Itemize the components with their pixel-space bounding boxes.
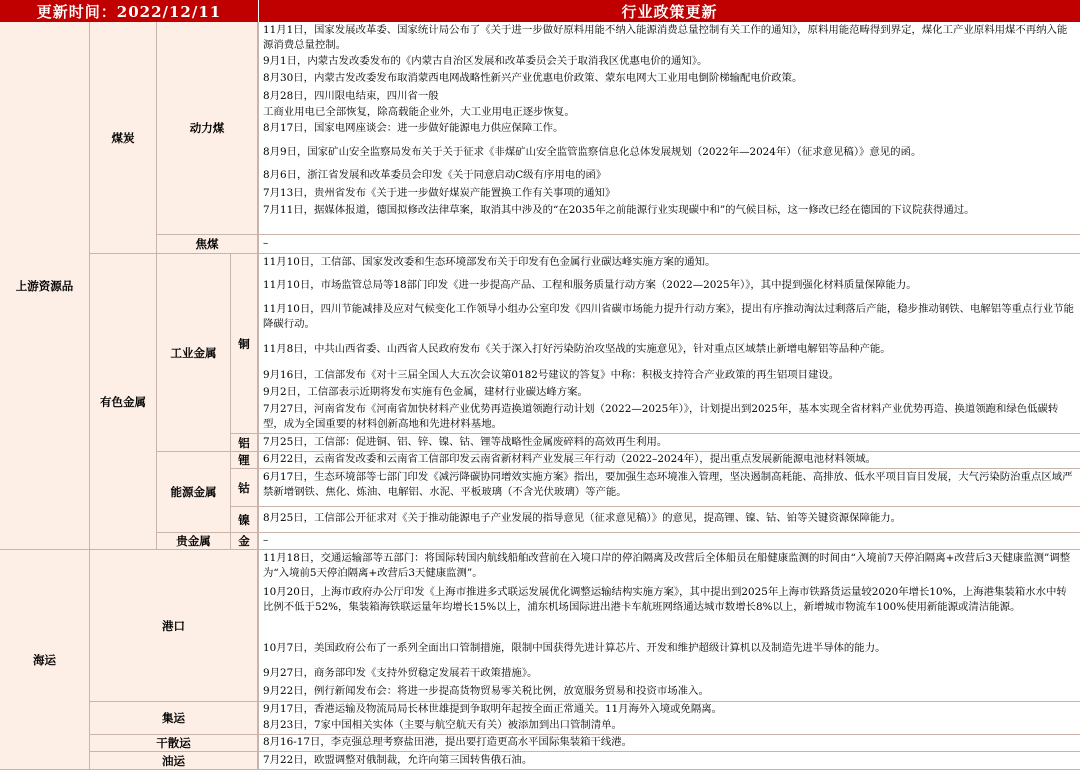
content-aluminum [258,434,1080,452]
policy-item: 9月22日，例行新闻发布会：将进一步提高货物贸易零关税比例，放宽服务贸易和投资市场准入。 [263,685,709,697]
policy-item: 9月17日，香港运输及物流局局长林世雄提到争取明年起按全面正常通关。11月海外入境或免隔离。 [263,703,723,715]
category-coal: 煤炭 [90,22,157,254]
category-copper: 铜 [231,254,258,434]
category-container: 集运 [90,702,258,735]
content-dry-bulk [258,735,1080,752]
policy-item: 8月28日，四川限电结束，四川省一般 [263,90,439,102]
table-title-header: 行业政策更新 [258,0,1080,22]
policy-item: 8月6日，浙江省发展和改革委员会印发《关于同意启动C级有序用电的函》 [263,169,607,181]
policy-item: 9月2日，工信部表示近期将发布实施有色金属，建材行业碳达峰方案。 [263,386,588,398]
policy-item: 8月23日，7家中国相关实体（主要与航空航天有关）被添加到出口管制清单。 [263,719,622,731]
content-copper [258,254,1080,434]
category-port: 港口 [90,550,258,702]
policy-item: 7月27日，河南省发布《河南省加快材料产业优势再造换道领跑行动计划（2022—2025年）》，计划提出到2025年，基本实现全省材料产业优势再造、换道领跑和绿色低碳转型，成为全国重要的材料创新高地和先进材料基地。 [263,403,1059,430]
policy-item: 9月1日，内蒙古发改委发布的《内蒙古自治区发展和改革委员会关于取消我区优惠电价的通知》。 [263,55,708,67]
policy-item: 11月10日，四川节能减排及应对气候变化工作领导小组办公室印发《四川省碳市场能力提升行动方案》，提出有序推动淘汰过剩落后产能，稳步推动钢铁、电解铝等重点行业节能降碳行动。 [263,303,1074,330]
category-nickel: 镍 [231,507,258,533]
category-upstream: 上游资源品 [0,22,90,550]
category-cobalt: 钴 [231,469,258,507]
content-coking-coal [258,235,1080,254]
policy-item: 8月16-17日，李克强总理考察盐田港，提出要打造更高水平国际集装箱干线港。 [263,736,633,748]
policy-item: 11月18日，交通运输部等五部门：将国际转国内航线船舶改营前在入境口岸的停泊隔离及改营后全体船员在船健康监测的时间由“入境前7天停泊隔离+改营后3天健康监测”调整为“入境前5天停泊隔离+改营后3天健康监测”。 [263,552,1071,579]
policy-item: – [263,237,269,249]
update-time-header: 更新时间：2022/12/11 [0,0,258,22]
policy-item: 6月17日，生态环境部等七部门印发《减污降碳协同增效实施方案》指出，要加强生态环境准入管理，坚决遏制高耗能、高排放、低水平项目盲目发展，大气污染防治重点区域严禁新增钢铁、焦化、炼油、电解铝、水泥、平板玻璃（不含光伏玻璃）等产能。 [263,471,1073,498]
category-coking-coal: 焦煤 [157,235,258,254]
content-cobalt [258,469,1080,507]
category-lithium: 锂 [231,452,258,469]
policy-item: 7月25日，工信部：促进铜、铝、锌、镍、钴、锂等战略性金属废碎料的高效再生利用。 [263,436,668,448]
policy-item: 9月27日，商务部印发《支持外贸稳定发展若干政策措施》。 [263,667,538,679]
policy-item: – [263,534,269,546]
policy-item: 11月10日，工信部、国家发改委和生态环境部发布关于印发有色金属行业碳达峰实施方案的通知。 [263,256,716,268]
content-lithium [258,452,1080,469]
category-industrial-metals: 工业金属 [157,254,231,452]
category-thermal-coal: 动力煤 [157,22,258,235]
policy-item: 8月9日，国家矿山安全监察局发布关于关于征求《非煤矿山安全监管监察信息化总体发展规划（2022年—2024年）（征求意见稿）》意见的函。 [263,146,922,158]
category-shipping: 海运 [0,550,90,770]
policy-item: 7月22日，欧盟调整对俄制裁，允许向第三国转售俄石油。 [263,754,533,766]
category-nonferrous: 有色金属 [90,254,157,550]
content-nickel [258,507,1080,533]
category-dry-bulk: 干散运 [90,735,258,752]
policy-item: 10月7日，美国政府公布了一系列全面出口管制措施，限制中国获得先进计算芯片、开发和维护超级计算机以及制造先进半导体的能力。 [263,642,886,654]
policy-item: 8月25日，工信部公开征求对《关于推动能源电子产业发展的指导意见（征求意见稿）》的意见，提高锂、镍、钴、铂等关键资源保障能力。 [263,512,902,524]
policy-item: 工商业用电已全部恢复，除高载能企业外，大工业用电正逐步恢复。 [263,106,575,118]
content-oil-shipping [258,752,1080,770]
policy-item: 11月1日，国家发展改革委、国家统计局公布了《关于进一步做好原料用能不纳入能源消费总量控制有关工作的通知》，原料用能范畴得到界定，煤化工产业原料用煤不再纳入能源消费总量控制。 [263,24,1068,51]
policy-item: 7月13日，贵州省发布《关于进一步做好煤炭产能置换工作有关事项的通知》 [263,187,616,199]
policy-item: 10月20日，上海市政府办公厅印发《上海市推进多式联运发展优化调整运输结构实施方案》，其中提出到2025年上海市铁路货运量较2020年增长10%，上海港集装箱水水中转比例不低于52%，集装箱海铁联运量年均增长15%以上，浦东机场国际进出港卡车航班网络通达城市数增长8%以上，新增城市物流车100%使用新能源或清洁能源。 [263,586,1067,613]
policy-item: 11月10日，市场监管总局等18部门印发《进一步提高产品、工程和服务质量行动方案（2022—2025年）》，其中提到强化材料质量保障能力。 [263,279,917,291]
policy-item: 7月11日，据媒体报道，德国拟修改法律草案，取消其中涉及的“在2035年之前能源行业实现碳中和”的气候目标，这一修改已经在德国的下议院获得通过。 [263,204,975,216]
category-precious-metals: 贵金属 [157,533,231,550]
content-gold [258,533,1080,550]
policy-item: 11月8日，中共山西省委、山西省人民政府发布《关于深入打好污染防治攻坚战的实施意见》，针对重点区域禁止新增电解铝等品种产能。 [263,343,891,355]
content-container [258,702,1080,735]
category-energy-metals: 能源金属 [157,452,231,533]
policy-item: 8月30日，内蒙古发改委发布取消蒙西电网战略性新兴产业优惠电价政策、蒙东电网大工业用电倒阶梯输配电价政策。 [263,72,803,84]
policy-item: 8月17日，国家电网座谈会：进一步做好能源电力供应保障工作。 [263,122,564,134]
content-port [258,550,1080,702]
category-aluminum: 铝 [231,434,258,452]
policy-item: 6月22日，云南省发改委和云南省工信部印发云南省新材料产业发展三年行动（2022–2024年），提出重点发展新能源电池材料领域。 [263,453,877,465]
category-gold: 金 [231,533,258,550]
category-oil-shipping: 油运 [90,752,258,770]
policy-item: 9月16日，工信部发布《对十三届全国人大五次会议第0182号建议的答复》中称：积极支持符合产业政策的再生铝项目建设。 [263,369,840,381]
content-thermal-coal [258,22,1080,235]
